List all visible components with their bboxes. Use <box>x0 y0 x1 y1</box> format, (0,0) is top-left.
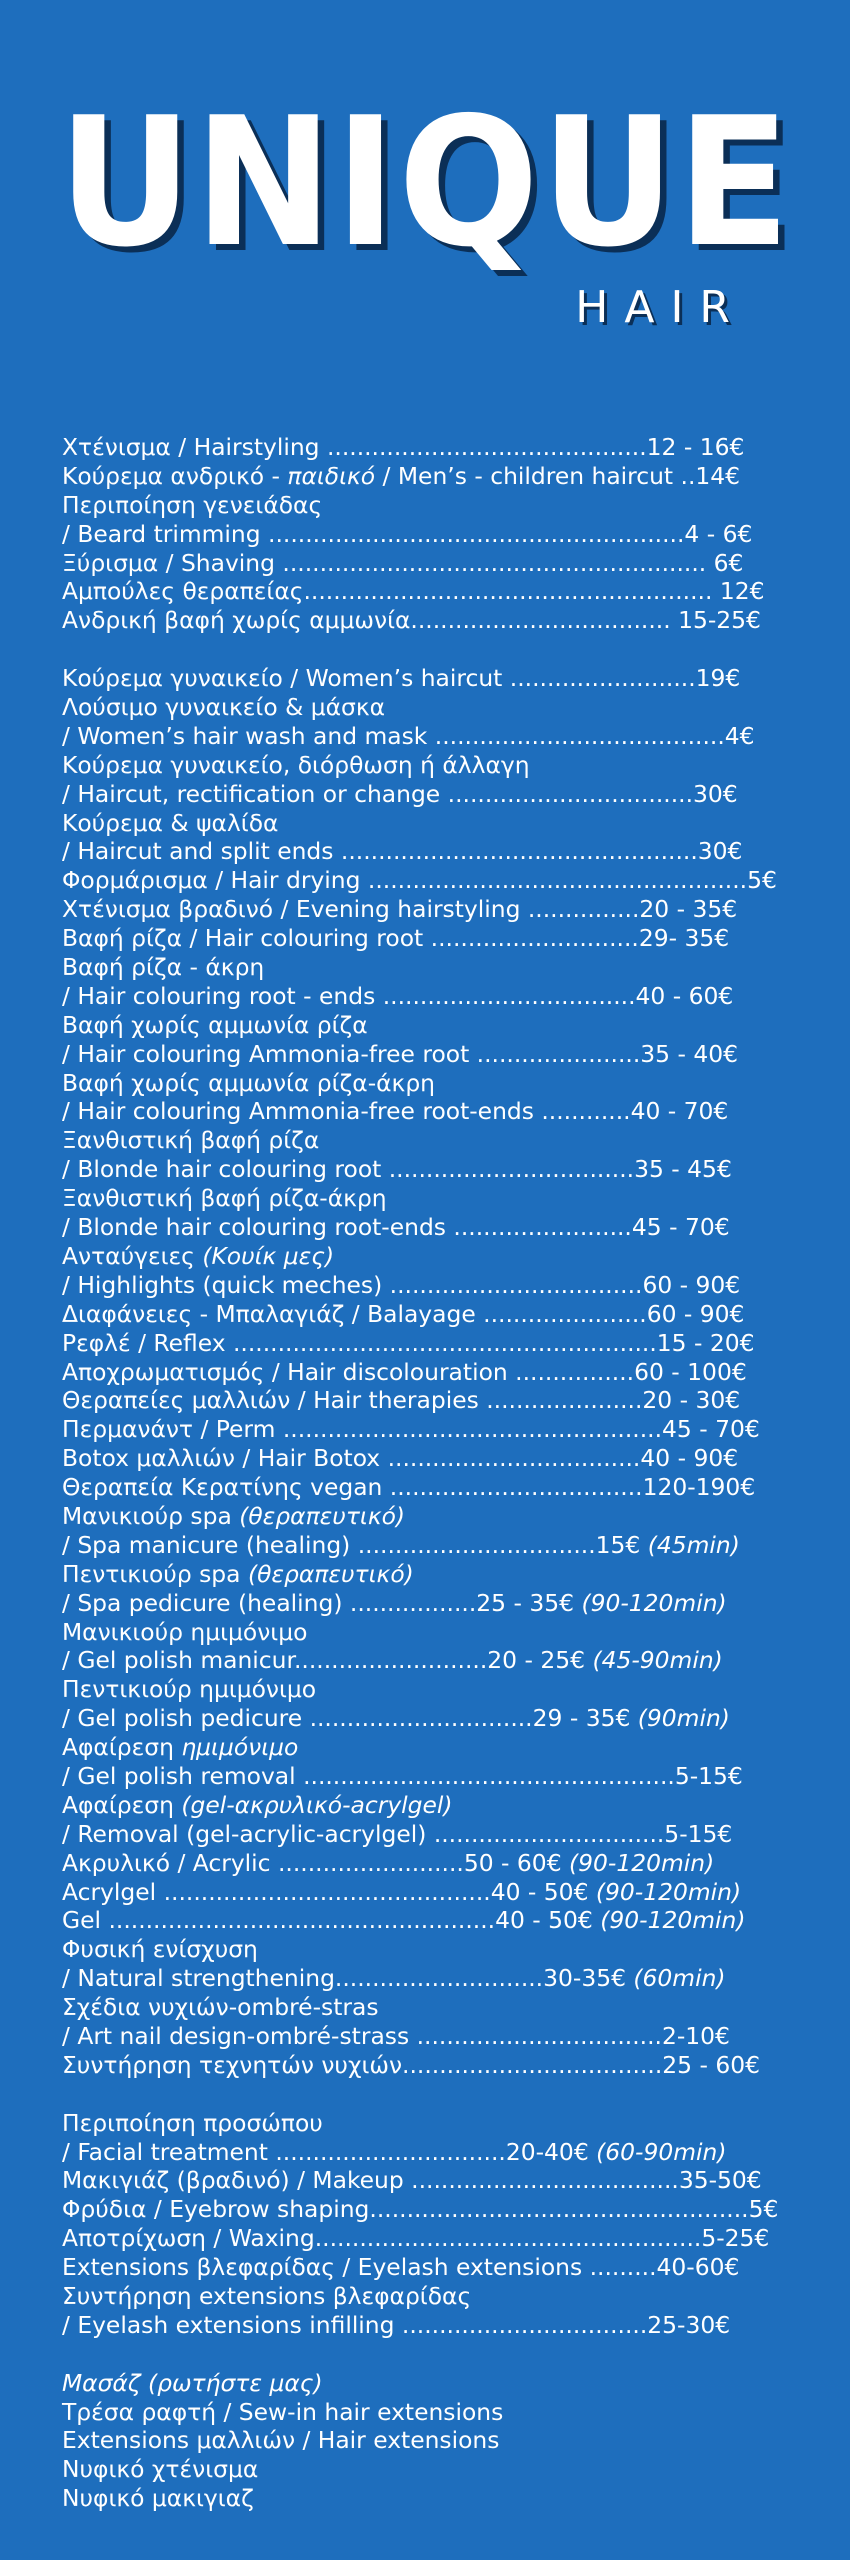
line-text: / Hair colouring Ammonia-free root ......................35 - 40€ <box>62 1039 738 1068</box>
line-text: Μακιγιάζ (βραδινό) / Makeup ....................................35-50€ <box>62 2166 762 2195</box>
price-list-line <box>62 2484 784 2513</box>
line-text: Διαφάνειες - Μπαλαγιάζ / Balayage ......................60 - 90€ <box>62 1299 745 1328</box>
section-gap <box>62 2340 784 2369</box>
price-list-line <box>62 1097 784 1126</box>
price-list-line <box>62 1531 784 1560</box>
price-list-line <box>62 2166 784 2195</box>
price-list-line <box>62 982 784 1011</box>
price-list-line <box>62 462 784 491</box>
line-text: Ξανθιστική βαφή ρίζα-άκρη <box>62 1184 387 1213</box>
line-text: / Facial treatment ...............................20-40€ <box>62 2137 597 2166</box>
price-list-line <box>62 1358 784 1387</box>
line-text: Αφαίρεση <box>62 1790 182 1819</box>
price-list-line <box>62 1878 784 1907</box>
price-list-line <box>62 809 784 838</box>
price-list-line <box>62 1589 784 1618</box>
line-text: Νυφικό χτένισμα <box>62 2455 259 2484</box>
price-list-line <box>62 1155 784 1184</box>
line-italic-text: (gel-ακρυλικό-acrylgel) <box>181 1790 453 1819</box>
price-list-line <box>62 1993 784 2022</box>
line-text: Extensions μαλλιών / Hair extensions <box>62 2426 500 2455</box>
line-text: Botox μαλλιών / Hair Botox ..................................40 - 90€ <box>62 1444 739 1473</box>
line-text: Πεντικιούρ spa <box>62 1559 248 1588</box>
price-list-line <box>62 693 784 722</box>
price-list-line <box>62 1618 784 1647</box>
line-text: / Blonde hair colouring root-ends ........................45 - 70€ <box>62 1213 730 1242</box>
price-list-line <box>62 1849 784 1878</box>
price-list-line <box>62 1126 784 1155</box>
price-list-line <box>62 1473 784 1502</box>
line-text: / Gel polish pedicure ..............................29 - 35€ <box>62 1704 638 1733</box>
price-list-line <box>62 1300 784 1329</box>
line-text: Βαφή χωρίς αμμωνία ρίζα <box>62 1010 368 1039</box>
line-text: / Haircut and split ends ................................................30€ <box>62 837 743 866</box>
price-list-line <box>62 1415 784 1444</box>
price-list-line <box>62 837 784 866</box>
line-text: / Removal (gel-acrylic-acrylgel) ...............................5-15€ <box>62 1819 733 1848</box>
price-list-line <box>62 2455 784 2484</box>
line-text: Φυσική ενίσχυση <box>62 1935 258 1964</box>
line-text: Τρέσα ραφτή / Sew-in hair extensions <box>62 2397 504 2426</box>
line-text: / Hair colouring root - ends ..................................40 - 60€ <box>62 981 734 1010</box>
line-text: Κούρεμα γυναικείο / Women’s haircut .........................19€ <box>62 664 741 693</box>
price-list-line <box>62 924 784 953</box>
line-text: Extensions βλεφαρίδας / Eyelash extensions .........40-60€ <box>62 2253 740 2282</box>
line-text: Πεντικιούρ ημιμόνιμο <box>62 1675 317 1704</box>
price-list-line <box>62 2109 784 2138</box>
price-list-line <box>62 2311 784 2340</box>
price-list-line <box>62 1675 784 1704</box>
line-text: Ανταύγειες <box>62 1241 203 1270</box>
brand-logo <box>0 0 850 360</box>
line-text: Νυφικό μακιγιαζ <box>62 2484 254 2513</box>
line-text: Κούρεμα γυναικείο, διόρθωση ή άλλαγη <box>62 750 530 779</box>
line-text: Acrylgel ............................................40 - 50€ <box>62 1877 596 1906</box>
line-text: / Gel polish manicur..........................20 - 25€ <box>62 1646 593 1675</box>
line-text: Κούρεμα & ψαλίδα <box>62 808 279 837</box>
line-italic-text: (θεραπευτικό) <box>239 1501 406 1530</box>
line-text: Φορμάρισμα / Hair drying ...................................................5€ <box>62 866 777 895</box>
price-list <box>62 433 784 2513</box>
line-text: / Natural strengthening............................30-35€ <box>62 1964 634 1993</box>
price-list-line <box>62 953 784 982</box>
price-list-line <box>62 1820 784 1849</box>
line-italic-text: (θεραπευτικό) <box>247 1559 414 1588</box>
logo-brand-name: UNIQUE <box>58 79 792 286</box>
price-list-line <box>62 2253 784 2282</box>
line-text: Περιποίηση προσώπου <box>62 2108 323 2137</box>
price-list-line <box>62 1242 784 1271</box>
price-list-line <box>62 2282 784 2311</box>
price-list-line <box>62 577 784 606</box>
line-text: Βαφή χωρίς αμμωνία ρίζα-άκρη <box>62 1068 436 1097</box>
line-text: Περιποίηση γενειάδας <box>62 490 323 519</box>
line-italic-text: παιδικό <box>287 461 376 490</box>
line-text: / Beard trimming ........................................................4 - 6€ <box>62 519 753 548</box>
line-text: Κούρεμα ανδρικό - <box>62 461 288 490</box>
line-text: / Hair colouring Ammonia-free root-ends ............40 - 70€ <box>62 1097 729 1126</box>
price-list-line <box>62 2426 784 2455</box>
line-italic-text: (90min) <box>637 1704 730 1733</box>
line-text: / Women’s hair wash and mask .......................................4€ <box>62 721 755 750</box>
line-text: / Haircut, rectification or change .................................30€ <box>62 779 738 808</box>
line-italic-text: (Κουίκ μες) <box>202 1241 335 1270</box>
line-text: Θεραπείες μαλλιών / Hair therapies .....................20 - 30€ <box>62 1386 741 1415</box>
price-list-line <box>62 780 784 809</box>
line-text: / Highlights (quick meches) ..................................60 - 90€ <box>62 1270 741 1299</box>
price-list-line <box>62 1935 784 1964</box>
price-list-line <box>62 1184 784 1213</box>
price-list-line <box>62 1560 784 1589</box>
line-text-tail: / Men’s - children haircut ..14€ <box>375 461 741 490</box>
line-italic-text: (60min) <box>633 1964 726 1993</box>
section-gap <box>62 2080 784 2109</box>
line-text: Θεραπεία Κερατίνης vegan ..................................120-190€ <box>62 1473 756 1502</box>
line-text: Σχέδια νυχιών-ombré-stras <box>62 1993 379 2022</box>
line-italic-text: ημιμόνιμο <box>181 1733 299 1762</box>
price-list-line <box>62 2398 784 2427</box>
price-list-line <box>62 1704 784 1733</box>
price-list-line <box>62 1011 784 1040</box>
price-list-line <box>62 895 784 924</box>
price-list-line <box>62 1762 784 1791</box>
line-text: Χτένισμα βραδινό / Evening hairstyling ...............20 - 35€ <box>62 895 738 924</box>
line-text: Αφαίρεση <box>62 1733 182 1762</box>
line-text: / Spa manicure (healing) ................................15€ <box>62 1530 648 1559</box>
line-text: Συντήρηση extensions βλεφαρίδας <box>62 2282 472 2310</box>
line-text: Ξύρισμα / Shaving ......................................................... 6€ <box>62 548 744 577</box>
line-text: Λούσιμο γυναικείο & μάσκα <box>62 693 386 722</box>
line-text: Συντήρηση τεχνητών νυχιών...................................25 - 60€ <box>62 2050 760 2079</box>
price-list-line <box>62 1329 784 1358</box>
price-list-line <box>62 2195 784 2224</box>
price-list-line <box>62 1213 784 1242</box>
line-italic-text: (60-90min) <box>596 2137 727 2166</box>
line-text: Αποχρωματισμός / Hair discolouration ................60 - 100€ <box>62 1357 747 1386</box>
price-list-line <box>62 722 784 751</box>
line-text: / Art nail design-ombré-strass .................................2-10€ <box>62 2021 730 2050</box>
price-list-line <box>62 1791 784 1820</box>
price-list-line <box>62 2051 784 2080</box>
price-list-line <box>62 1964 784 1993</box>
line-text: Αποτρίχωση / Waxing....................................................5-25€ <box>62 2224 770 2253</box>
line-text: Φρύδια / Eyebrow shaping...................................................5€ <box>62 2195 779 2224</box>
line-text: Μανικιούρ spa <box>62 1501 240 1530</box>
price-list-line <box>62 751 784 780</box>
line-italic-text: (90-120min) <box>581 1588 727 1617</box>
price-list-line <box>62 549 784 578</box>
line-text: / Blonde hair colouring root .................................35 - 45€ <box>62 1155 732 1184</box>
price-list-line <box>62 1271 784 1300</box>
line-text: Βαφή ρίζα - άκρη <box>62 953 265 982</box>
line-text: Ακρυλικό / Acrylic .........................50 - 60€ <box>62 1848 570 1877</box>
price-list-line <box>62 2224 784 2253</box>
line-text: / Eyelash extensions infilling .................................25-30€ <box>62 2310 731 2339</box>
line-text: Ξανθιστική βαφή ρίζα <box>62 1126 320 1155</box>
line-text: Ανδρική βαφή χωρίς αμμωνία................................... 15-25€ <box>62 606 761 635</box>
price-list-line <box>62 1386 784 1415</box>
logo-brand-subtitle: HAIR <box>575 282 746 333</box>
line-text: Περμανάντ / Perm ...................................................45 - 70€ <box>62 1415 760 1444</box>
price-list-line <box>62 520 784 549</box>
price-list-line <box>62 491 784 520</box>
line-text: / Gel polish removal ..................................................5-15€ <box>62 1761 743 1790</box>
price-list-line <box>62 2369 784 2398</box>
price-list-line <box>62 2138 784 2167</box>
price-list-line <box>62 664 784 693</box>
section-gap <box>62 635 784 664</box>
price-list-line <box>62 1040 784 1069</box>
line-italic-text: (45min) <box>647 1530 740 1559</box>
line-text: Βαφή ρίζα / Hair colouring root ............................29- 35€ <box>62 924 730 953</box>
line-italic-text: (90-120min) <box>600 1906 746 1935</box>
price-list-line <box>62 606 784 635</box>
line-text: Χτένισμα / Hairstyling ...........................................12 - 16€ <box>62 433 745 461</box>
line-italic-text: (45-90min) <box>592 1646 723 1675</box>
line-text: Αμπούλες θεραπείας....................................................... 12€ <box>62 577 765 606</box>
price-list-line <box>62 866 784 895</box>
price-list-line <box>62 1444 784 1473</box>
price-list-line <box>62 1733 784 1762</box>
line-text: / Spa pedicure (healing) .................25 - 35€ <box>62 1588 582 1617</box>
line-text: Ρεφλέ / Reflex .........................................................15 - 20€ <box>62 1328 755 1357</box>
line-italic-text: (90-120min) <box>595 1877 742 1906</box>
price-list-line <box>62 433 784 462</box>
line-text: Gel ....................................................40 - 50€ <box>62 1906 601 1935</box>
price-list-line <box>62 2022 784 2051</box>
price-list-line <box>62 1646 784 1675</box>
price-list-line <box>62 1502 784 1531</box>
line-italic-text: (90-120min) <box>569 1848 715 1877</box>
line-text: Μανικιούρ ημιμόνιμο <box>62 1617 308 1646</box>
price-list-line <box>62 1906 784 1935</box>
price-list-line <box>62 1069 784 1098</box>
line-italic-text: Μασάζ (ρωτήστε μας) <box>62 2368 323 2397</box>
